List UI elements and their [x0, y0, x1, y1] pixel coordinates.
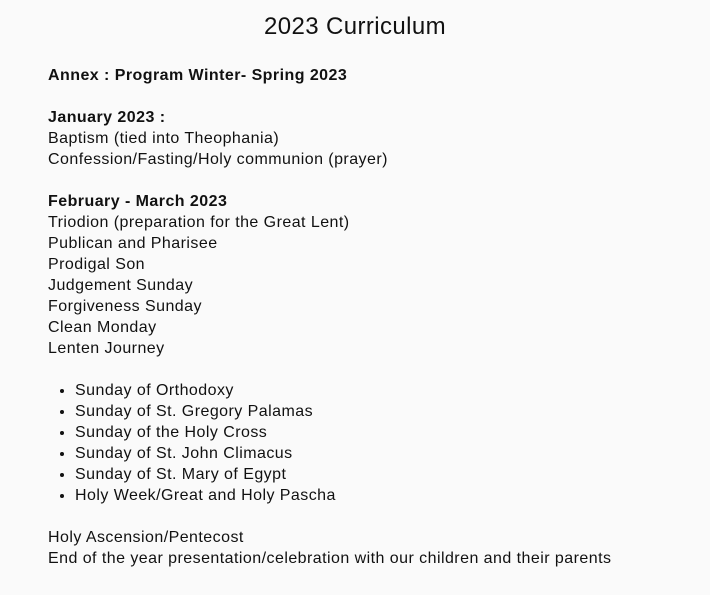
january-item: Baptism (tied into Theophania)	[48, 130, 280, 147]
curriculum-body	[48, 65, 611, 569]
list-item: • Sunday of Orthodoxy	[75, 380, 611, 401]
february-item: Clean Monday	[48, 319, 157, 336]
january-item: Confession/Fasting/Holy communion (prayer)	[48, 151, 388, 168]
february-heading: February - March 2023	[48, 193, 228, 210]
february-item: Prodigal Son	[48, 256, 146, 273]
february-item: Triodion (preparation for the Great Lent)	[48, 214, 350, 231]
closing-item: End of the year presentation/celebration with our children and their parents	[48, 550, 612, 567]
january-heading: January 2023 :	[48, 109, 166, 126]
annex-heading: Annex : Program Winter- Spring 2023	[48, 67, 348, 84]
list-item: • Sunday of St. Gregory Palamas	[75, 401, 611, 422]
february-item: Forgiveness Sunday	[48, 298, 202, 315]
list-item: • Sunday of St. John Climacus	[75, 443, 611, 464]
page-title: 2023 Curriculum	[263, 13, 447, 40]
february-item: Judgement Sunday	[48, 277, 194, 294]
list-item: • Sunday of St. Mary of Egypt	[75, 464, 611, 485]
february-item: Lenten Journey	[48, 340, 165, 357]
february-item: Publican and Pharisee	[48, 235, 218, 252]
lenten-sundays-list	[48, 380, 611, 506]
list-item: • Holy Week/Great and Holy Pascha	[75, 485, 611, 506]
list-item: • Sunday of the Holy Cross	[75, 422, 611, 443]
closing-item: Holy Ascension/Pentecost	[48, 529, 244, 546]
